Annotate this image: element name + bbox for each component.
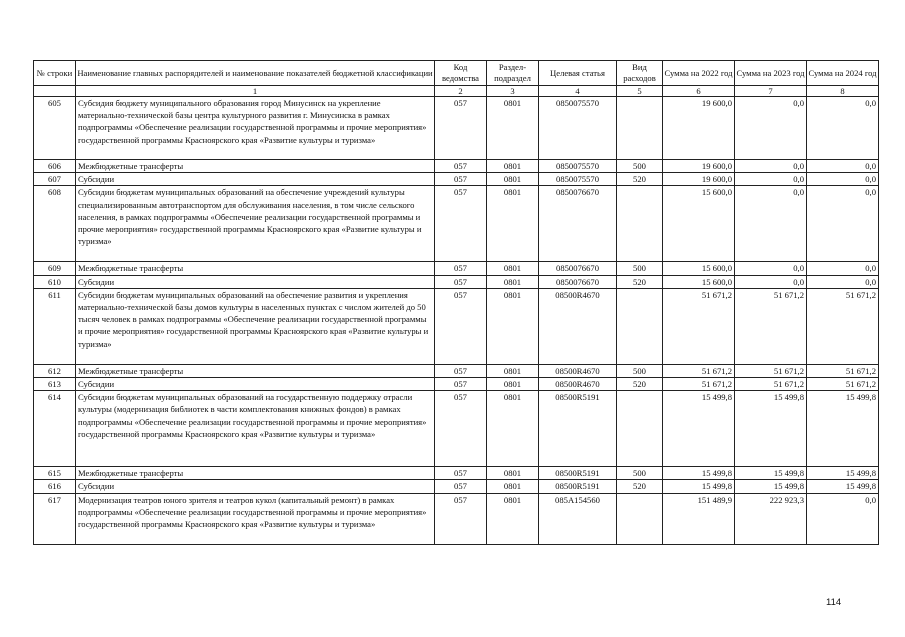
- row-sum-2023: 0,0: [735, 173, 807, 186]
- row-sum-2023: 0,0: [735, 262, 807, 275]
- column-number: 3: [487, 86, 539, 97]
- row-sum-2023: 0,0: [735, 275, 807, 288]
- row-sum-2023: 222 923,3: [735, 493, 807, 544]
- row-department-code: 057: [435, 186, 487, 262]
- row-target-article: 0850075570: [539, 160, 617, 173]
- row-section: 0801: [487, 391, 539, 467]
- column-number-row: [34, 86, 879, 97]
- header-row-number: № строки: [34, 61, 76, 86]
- header-sum-2023: Сумма на 2023 год: [735, 61, 807, 86]
- row-section: 0801: [487, 173, 539, 186]
- row-sum-2022: 151 489,9: [663, 493, 735, 544]
- row-name: Субсидии бюджетам муниципальных образований на обеспечение учреждений культуры специализированным автотранспортом для обслуживания населения, в том числе сельского населения, в рамках подпрограммы «Обеспечение реализации государственной программы и прочие мероприятия» государственной программы Красноярского края «Развитие культуры и туризма»: [76, 186, 435, 262]
- row-number: 612: [34, 364, 76, 377]
- header-section: Раздел-подраздел: [487, 61, 539, 86]
- row-name: Межбюджетные трансферты: [76, 262, 435, 275]
- row-sum-2022: 51 671,2: [663, 288, 735, 364]
- table-row: [34, 97, 879, 160]
- row-sum-2024: 15 499,8: [807, 467, 879, 480]
- row-section: 0801: [487, 97, 539, 160]
- row-section: 0801: [487, 378, 539, 391]
- column-number: 5: [617, 86, 663, 97]
- column-number: 1: [76, 86, 435, 97]
- row-section: 0801: [487, 480, 539, 493]
- row-sum-2024: 51 671,2: [807, 364, 879, 377]
- row-expense-type: 500: [617, 262, 663, 275]
- row-section: 0801: [487, 288, 539, 364]
- row-target-article: 08500R5191: [539, 467, 617, 480]
- page-number: 114: [826, 597, 842, 608]
- row-number: 609: [34, 262, 76, 275]
- table-row: [34, 160, 879, 173]
- row-section: 0801: [487, 364, 539, 377]
- table-row: [34, 480, 879, 493]
- table-row: [34, 173, 879, 186]
- row-target-article: 085A154560: [539, 493, 617, 544]
- row-name: Межбюджетные трансферты: [76, 467, 435, 480]
- row-sum-2023: 51 671,2: [735, 378, 807, 391]
- row-target-article: 0850076670: [539, 275, 617, 288]
- row-name: Субсидии бюджетам муниципальных образований на государственную поддержку отрасли культуры (модернизация библиотек в части комплектования книжных фондов) в рамках подпрограммы «Обеспечение реализации государственной программы и прочие мероприятия» государственной программы Красноярского края «Развитие культуры и туризма»: [76, 391, 435, 467]
- row-sum-2022: 51 671,2: [663, 378, 735, 391]
- row-sum-2023: 15 499,8: [735, 391, 807, 467]
- row-department-code: 057: [435, 467, 487, 480]
- row-number: 617: [34, 493, 76, 544]
- column-number: 6: [663, 86, 735, 97]
- row-department-code: 057: [435, 288, 487, 364]
- row-expense-type: 500: [617, 160, 663, 173]
- column-number: 8: [807, 86, 879, 97]
- row-sum-2024: 0,0: [807, 160, 879, 173]
- header-sum-2024: Сумма на 2024 год: [807, 61, 879, 86]
- row-expense-type: [617, 391, 663, 467]
- row-name: Субсидии: [76, 378, 435, 391]
- row-expense-type: 520: [617, 173, 663, 186]
- table-row: [34, 262, 879, 275]
- row-section: 0801: [487, 262, 539, 275]
- table-row: [34, 186, 879, 262]
- row-number: 606: [34, 160, 76, 173]
- column-number: 7: [735, 86, 807, 97]
- row-section: 0801: [487, 186, 539, 262]
- row-department-code: 057: [435, 391, 487, 467]
- header-sum-2022: Сумма на 2022 год: [663, 61, 735, 86]
- table-row: [34, 378, 879, 391]
- row-sum-2022: 19 600,0: [663, 97, 735, 160]
- row-expense-type: [617, 288, 663, 364]
- row-expense-type: [617, 493, 663, 544]
- row-section: 0801: [487, 467, 539, 480]
- row-sum-2023: 51 671,2: [735, 364, 807, 377]
- row-number: 610: [34, 275, 76, 288]
- row-target-article: 08500R4670: [539, 378, 617, 391]
- row-expense-type: 520: [617, 378, 663, 391]
- row-target-article: 0850076670: [539, 262, 617, 275]
- row-target-article: 0850075570: [539, 173, 617, 186]
- row-name: Межбюджетные трансферты: [76, 364, 435, 377]
- row-expense-type: [617, 186, 663, 262]
- row-sum-2024: 15 499,8: [807, 480, 879, 493]
- row-sum-2024: 15 499,8: [807, 391, 879, 467]
- header-department-code: Код ведомства: [435, 61, 487, 86]
- row-number: 611: [34, 288, 76, 364]
- row-sum-2024: 0,0: [807, 186, 879, 262]
- row-name: Субсидии: [76, 275, 435, 288]
- row-number: 614: [34, 391, 76, 467]
- table-body: [34, 97, 879, 545]
- row-name: Субсидии: [76, 173, 435, 186]
- column-number: 4: [539, 86, 617, 97]
- row-expense-type: [617, 97, 663, 160]
- row-target-article: 0850076670: [539, 186, 617, 262]
- row-department-code: 057: [435, 480, 487, 493]
- row-target-article: 08500R4670: [539, 288, 617, 364]
- row-sum-2024: 51 671,2: [807, 378, 879, 391]
- row-expense-type: 520: [617, 275, 663, 288]
- row-name: Модернизация театров юного зрителя и театров кукол (капитальный ремонт) в рамках подпрограммы «Обеспечение реализации государственной программы и прочие мероприятия» государственной программы Красноярского края «Развитие культуры и туризма»: [76, 493, 435, 544]
- table-row: [34, 364, 879, 377]
- table-row: [34, 467, 879, 480]
- row-department-code: 057: [435, 262, 487, 275]
- row-department-code: 057: [435, 160, 487, 173]
- row-department-code: 057: [435, 275, 487, 288]
- table-header: [34, 61, 879, 97]
- row-expense-type: 500: [617, 467, 663, 480]
- row-sum-2023: 15 499,8: [735, 467, 807, 480]
- row-number: 605: [34, 97, 76, 160]
- row-target-article: 0850075570: [539, 97, 617, 160]
- table-row: [34, 275, 879, 288]
- row-department-code: 057: [435, 493, 487, 544]
- row-sum-2022: 51 671,2: [663, 364, 735, 377]
- row-sum-2022: 19 600,0: [663, 173, 735, 186]
- table-row: [34, 288, 879, 364]
- row-department-code: 057: [435, 173, 487, 186]
- row-sum-2023: 51 671,2: [735, 288, 807, 364]
- row-sum-2023: 15 499,8: [735, 480, 807, 493]
- row-target-article: 08500R4670: [539, 364, 617, 377]
- row-expense-type: 520: [617, 480, 663, 493]
- row-sum-2022: 15 600,0: [663, 186, 735, 262]
- table-row: [34, 493, 879, 544]
- row-target-article: 08500R5191: [539, 391, 617, 467]
- header-name: Наименование главных распорядителей и наименование показателей бюджетной классификации: [76, 61, 435, 86]
- row-sum-2022: 15 499,8: [663, 480, 735, 493]
- row-number: 608: [34, 186, 76, 262]
- row-section: 0801: [487, 493, 539, 544]
- row-sum-2023: 0,0: [735, 97, 807, 160]
- row-number: 616: [34, 480, 76, 493]
- row-sum-2022: 15 499,8: [663, 391, 735, 467]
- row-department-code: 057: [435, 378, 487, 391]
- row-name: Субсидии: [76, 480, 435, 493]
- row-sum-2024: 0,0: [807, 173, 879, 186]
- row-number: 607: [34, 173, 76, 186]
- row-sum-2023: 0,0: [735, 186, 807, 262]
- row-target-article: 08500R5191: [539, 480, 617, 493]
- row-sum-2024: 0,0: [807, 493, 879, 544]
- table-row: [34, 391, 879, 467]
- header-target-article: Целевая статья: [539, 61, 617, 86]
- row-name: Субсидия бюджету муниципального образования город Минусинск на укрепление материально-технической базы центра культурного развития г. Минусинска в рамках подпрограммы «Обеспечение реализации государственной программы и прочие мероприятия» государственной программы Красноярского края «Развитие культуры и туризма»: [76, 97, 435, 160]
- column-number: [34, 86, 76, 97]
- row-sum-2024: 0,0: [807, 262, 879, 275]
- header-expense-type: Вид расходов: [617, 61, 663, 86]
- row-number: 615: [34, 467, 76, 480]
- row-department-code: 057: [435, 364, 487, 377]
- row-sum-2022: 19 600,0: [663, 160, 735, 173]
- row-expense-type: 500: [617, 364, 663, 377]
- row-number: 613: [34, 378, 76, 391]
- row-sum-2022: 15 600,0: [663, 275, 735, 288]
- row-name: Субсидии бюджетам муниципальных образований на обеспечение развития и укрепления материально-технической базы домов культуры в населенных пунктах с числом жителей до 50 тысяч человек в рамках подпрограммы «Обеспечение реализации государственной программы и прочие мероприятия» государственной программы Красноярского края «Развитие культуры и туризма»: [76, 288, 435, 364]
- row-section: 0801: [487, 275, 539, 288]
- budget-table: [33, 60, 879, 545]
- row-sum-2024: 0,0: [807, 275, 879, 288]
- row-name: Межбюджетные трансферты: [76, 160, 435, 173]
- column-number: 2: [435, 86, 487, 97]
- row-section: 0801: [487, 160, 539, 173]
- row-sum-2022: 15 600,0: [663, 262, 735, 275]
- row-sum-2024: 51 671,2: [807, 288, 879, 364]
- row-sum-2022: 15 499,8: [663, 467, 735, 480]
- row-sum-2024: 0,0: [807, 97, 879, 160]
- row-sum-2023: 0,0: [735, 160, 807, 173]
- row-department-code: 057: [435, 97, 487, 160]
